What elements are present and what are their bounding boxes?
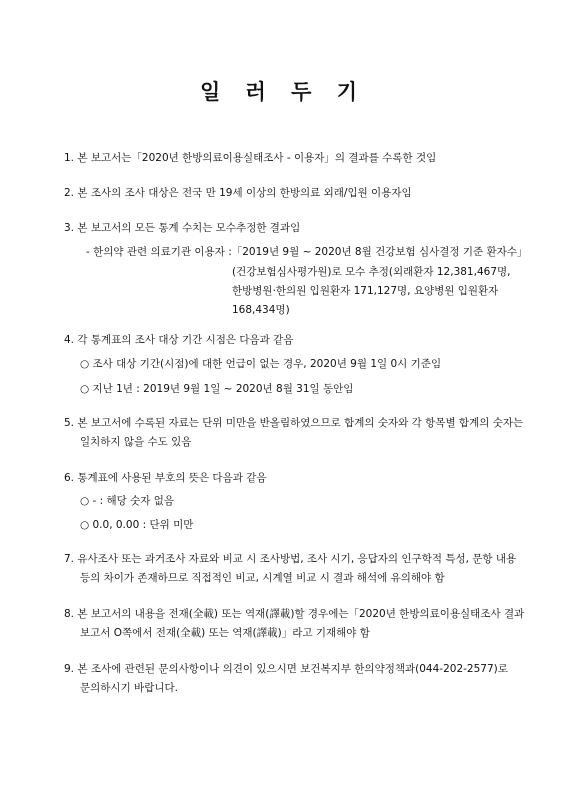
note-item-3-detail: - 한의약 관련 의료기관 이용자 :「2019년 9월 ~ 2020년 8월 건강보험 심사결정 기준 환자수」 xyxy=(86,246,528,258)
note-item-6-bullet: ○ - : 해당 숫자 없음 xyxy=(80,495,175,507)
note-item-9: 9. 본 조사에 관련된 문의사항이나 의견이 있으시면 보건복지부 한의약정책과(044-202-2577)로 xyxy=(64,663,508,675)
note-item-2: 2. 본 조사의 조사 대상은 전국 만 19세 이상의 한방의료 외래/입원 이용자임 xyxy=(64,187,412,199)
note-item-8-continued: 보고서 O쪽에서 전재(全載) 또는 역재(譯載)」라고 기재해야 함 xyxy=(80,627,370,639)
page-title: 일 러 두 기 xyxy=(199,80,367,104)
note-item-5: 5. 본 보고서에 수록된 자료는 단위 미만을 반올림하였으므로 합계의 숫자와 각 항목별 합계의 숫자는 xyxy=(64,417,524,429)
note-item-3: 3. 본 보고서의 모든 통계 수치는 모수추정한 결과임 xyxy=(64,222,301,234)
note-item-3-detail-line: 168,434명) xyxy=(232,304,290,316)
note-item-7: 7. 유사조사 또는 과거조사 자료와 비교 시 조사방법, 조사 시기, 응답자의 인구학적 특성, 문항 내용 xyxy=(64,553,517,565)
note-item-8: 8. 본 보고서의 내용을 전재(全載) 또는 역재(譯載)할 경우에는「2020년 한방의료이용실태조사 결과 xyxy=(64,608,525,620)
note-item-4: 4. 각 통계표의 조사 대상 기간 시점은 다음과 같음 xyxy=(64,334,294,346)
note-item-5-continued: 일치하지 않을 수도 있음 xyxy=(80,436,192,448)
note-item-1: 1. 본 보고서는「2020년 한방의료이용실태조사 - 이용자」의 결과를 수록한 것임 xyxy=(64,152,437,164)
note-item-3-detail-line: (건강보험심사평가원)로 모수 추정(외래환자 12,381,467명, xyxy=(232,266,511,278)
note-item-4-bullet: ○ 지난 1년 : 2019년 9월 1일 ~ 2020년 8월 31일 동안임 xyxy=(80,383,354,395)
note-item-7-continued: 등의 차이가 존재하므로 직접적인 비교, 시계열 비교 시 결과 해석에 유의해야 함 xyxy=(80,572,445,584)
note-item-6-bullet: ○ 0.0, 0.00 : 단위 미만 xyxy=(80,519,194,531)
note-item-4-bullet: ○ 조사 대상 기간(시점)에 대한 언급이 없는 경우, 2020년 9월 1일 0시 기준임 xyxy=(80,358,442,370)
note-item-3-detail-line: 한방병원·한의원 입원환자 171,127명, 요양병원 입원환자 xyxy=(232,285,499,297)
note-item-9-continued: 문의하시기 바랍니다. xyxy=(80,682,178,694)
note-item-6: 6. 통계표에 사용된 부호의 뜻은 다음과 같음 xyxy=(64,472,267,484)
